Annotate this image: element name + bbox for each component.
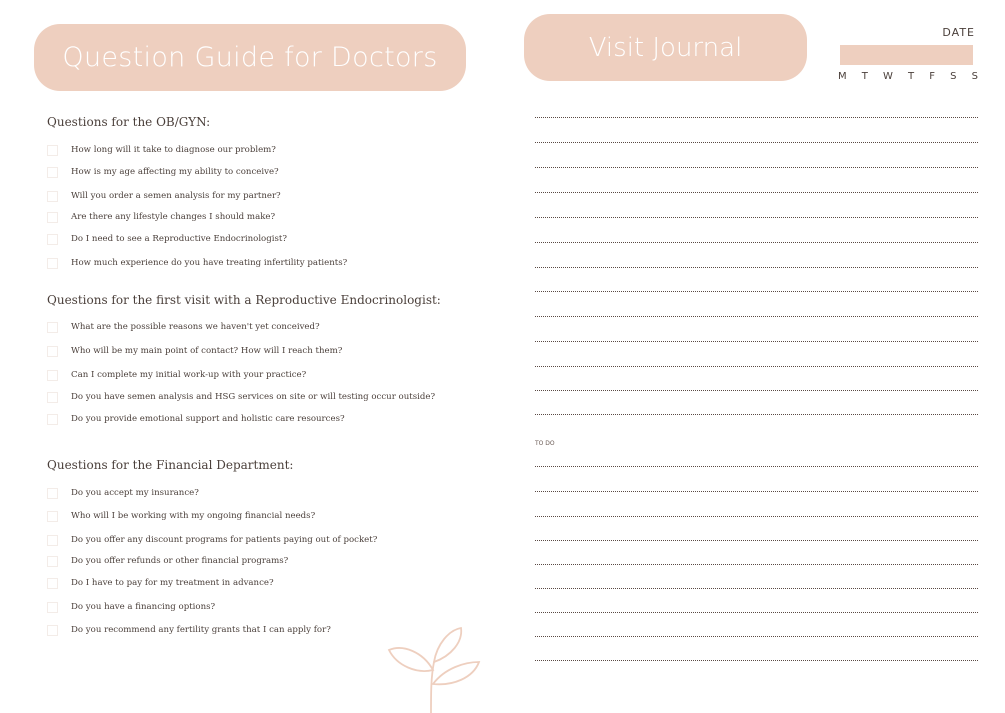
todo-line[interactable] [535,564,978,565]
question-text: Do you accept my insurance? [71,488,199,498]
journal-line[interactable] [535,316,978,317]
question-text: Will you order a semen analysis for my partner? [71,191,281,201]
question-item[interactable] [47,319,320,335]
weekday-wed[interactable]: W [883,71,893,82]
visit-journal-title: Visit Journal [524,14,807,81]
weekday-mon[interactable]: M [838,71,847,82]
weekday-fri[interactable]: F [929,71,936,82]
todo-line[interactable] [535,612,978,613]
question-text: Do you offer any discount programs for patients paying out of pocket? [71,535,378,545]
checkbox[interactable] [47,212,58,223]
weekday-sat[interactable]: S [950,71,957,82]
todo-line[interactable] [535,588,978,589]
section-heading-endocrinologist: Questions for the first visit with a Reproductive Endocrinologist: [47,293,441,307]
todo-line[interactable] [535,466,978,467]
leaf-sprout-icon [385,622,485,713]
checkbox[interactable] [47,234,58,245]
checkbox[interactable] [47,392,58,403]
weekday-sun[interactable]: S [971,71,978,82]
checkbox[interactable] [47,370,58,381]
question-item[interactable] [47,411,345,427]
question-item[interactable] [47,209,275,225]
question-text: How long will it take to diagnose our problem? [71,145,276,155]
journal-line[interactable] [535,390,978,391]
question-text: Do you have semen analysis and HSG services on site or will testing occur outside? [71,392,436,402]
question-text: Do you recommend any fertility grants that I can apply for? [71,625,331,635]
journal-line[interactable] [535,414,978,415]
weekday-tue[interactable]: T [861,71,868,82]
question-item[interactable] [47,508,315,524]
question-item[interactable] [47,389,435,405]
question-text: Do you offer refunds or other financial programs? [71,556,289,566]
section-heading-obgyn: Questions for the OB/GYN: [47,115,211,129]
checkbox[interactable] [47,322,58,333]
checkbox[interactable] [47,488,58,499]
question-item[interactable] [47,142,276,158]
question-text: Do I need to see a Reproductive Endocrinologist? [71,234,287,244]
question-text: How much experience do you have treating infertility patients? [71,258,348,268]
todo-line[interactable] [535,540,978,541]
question-text: Who will be my main point of contact? How will I reach them? [71,346,343,356]
journal-line[interactable] [535,341,978,342]
question-item[interactable] [47,231,287,247]
question-text: How is my age affecting my ability to conceive? [71,167,279,177]
todo-line[interactable] [535,636,978,637]
weekday-thu[interactable]: T [908,71,915,82]
todo-line[interactable] [535,491,978,492]
journal-line[interactable] [535,192,978,193]
question-text: Do you provide emotional support and holistic care resources? [71,414,345,424]
question-item[interactable] [47,188,281,204]
question-item[interactable] [47,553,288,569]
question-item[interactable] [47,164,279,180]
checkbox[interactable] [47,556,58,567]
checkbox[interactable] [47,602,58,613]
question-text: Do you have a financing options? [71,602,216,612]
date-field[interactable] [840,45,973,65]
date-label: DATE [942,26,975,39]
checkbox[interactable] [47,191,58,202]
journal-line[interactable] [535,142,978,143]
checkbox[interactable] [47,625,58,636]
question-text: Do I have to pay for my treatment in advance? [71,578,274,588]
journal-line[interactable] [535,242,978,243]
journal-line[interactable] [535,267,978,268]
checkbox[interactable] [47,346,58,357]
journal-line[interactable] [535,167,978,168]
question-item[interactable] [47,575,274,591]
weekday-row [838,71,978,82]
todo-line[interactable] [535,516,978,517]
journal-line[interactable] [535,217,978,218]
question-item[interactable] [47,343,342,359]
checkbox[interactable] [47,511,58,522]
checkbox[interactable] [47,414,58,425]
todo-line[interactable] [535,660,978,661]
section-heading-financial: Questions for the Financial Department: [47,458,294,472]
question-text: What are the possible reasons we haven't yet conceived? [71,322,320,332]
checkbox[interactable] [47,535,58,546]
checkbox[interactable] [47,145,58,156]
question-item[interactable] [47,367,306,383]
question-item[interactable] [47,532,377,548]
question-item[interactable] [47,622,331,638]
checkbox[interactable] [47,167,58,178]
journal-line[interactable] [535,366,978,367]
question-item[interactable] [47,255,347,271]
question-text: Who will I be working with my ongoing financial needs? [71,511,316,521]
checkbox[interactable] [47,578,58,589]
journal-line[interactable] [535,117,978,118]
question-guide-title: Question Guide for Doctors [34,24,466,91]
todo-label: TO DO [535,440,555,447]
journal-line[interactable] [535,291,978,292]
question-item[interactable] [47,485,199,501]
question-text: Are there any lifestyle changes I should make? [71,212,276,222]
checkbox[interactable] [47,258,58,269]
question-item[interactable] [47,599,215,615]
question-text: Can I complete my initial work-up with your practice? [71,370,307,380]
